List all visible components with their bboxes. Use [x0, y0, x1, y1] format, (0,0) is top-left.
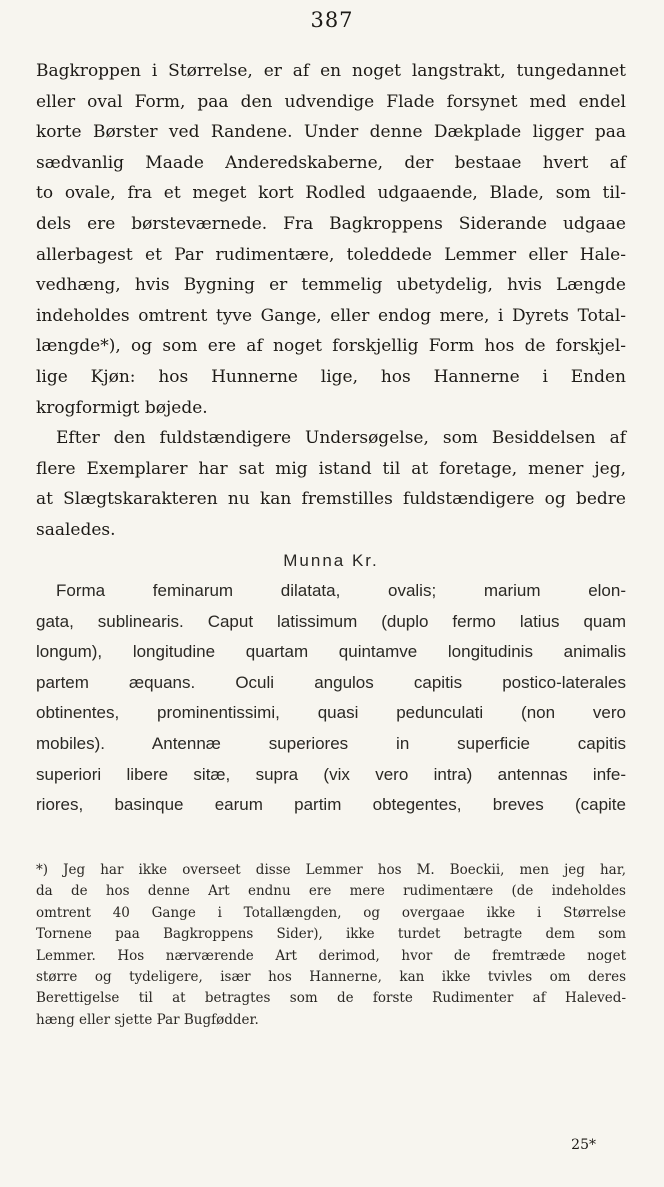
latin-line: riores, basinque earum partim obtegentes, breves (capite [36, 795, 626, 815]
footnote-line: Berettigelse til at betragtes som de forste Rudimenter af Haleved- [36, 990, 626, 1007]
footnote-line: større og tydeligere, især hos Hannerne, kan ikke tvivles om deres [36, 969, 626, 986]
text-line: dels ere børsteværnede. Fra Bagkroppens Siderande udgaae [36, 213, 626, 234]
signature-mark: 25* [571, 1137, 596, 1153]
text-line: lige Kjøn: hos Hunnerne lige, hos Hannerne i Enden [36, 366, 626, 387]
text-line: Efter den fuldstændigere Undersøgelse, som Besiddelsen af [56, 428, 626, 449]
footnote-line: *) Jeg har ikke overseet disse Lemmer hos M. Boeckii, men jeg har, [36, 862, 626, 878]
latin-line: superiori libere sitæ, supra (vix vero intra) antennas infe- [36, 764, 626, 784]
footnote-line: da de hos denne Art endnu ere mere rudimentære (de indeholdes [36, 883, 626, 900]
text-line: flere Exemplarer har sat mig istand til at foretage, mener jeg, [36, 458, 626, 479]
text-line: længde*), og som ere af noget forskjellig Form hos de forskjel- [36, 336, 626, 357]
footnote-line: Lemmer. Hos nærværende Art derimod, hvor de fremtræde noget [36, 947, 626, 964]
text-line: allerbagest et Par rudimentære, toleddede Lemmer eller Hale- [36, 244, 626, 265]
latin-line: longum), longitudine quartam quintamve longitudinis animalis [36, 642, 626, 662]
latin-line: gata, sublinearis. Caput latissimum (duplo fermo latius quam [36, 611, 626, 631]
text-line: at Slægtskarakteren nu kan fremstilles fuldstændigere og bedre [36, 489, 626, 510]
text-line: saaledes. [36, 519, 116, 540]
footnote [36, 860, 626, 1031]
main-text [36, 56, 626, 821]
footnote-line: hæng eller sjette Par Bugfødder. [36, 1011, 259, 1028]
latin-line: obtinentes, prominentissimi, quasi pedunculati (non vero [36, 703, 626, 723]
text-line: to ovale, fra et meget kort Rodled udgaaende, Blade, som til- [36, 183, 626, 204]
latin-line: mobiles). Antennæ superiores in superficie capitis [36, 734, 626, 754]
latin-line: Forma feminarum dilatata, ovalis; marium elon- [56, 581, 626, 601]
page-number: 387 [310, 8, 354, 32]
text-line: vedhæng, hvis Bygning er temmelig ubetydelig, hvis Længde [36, 275, 626, 296]
text-line: sædvanlig Maade Anderedskaberne, der bestaae hvert af [36, 152, 626, 173]
genus-heading: Munna Kr. [283, 550, 379, 570]
text-line: korte Børster ved Randene. Under denne Dækplade ligger paa [36, 122, 626, 143]
footnote-line: Tornene paa Bagkroppens Sider), ikke turdet betragte dem som [36, 926, 626, 943]
text-line: Bagkroppen i Størrelse, er af en noget langstrakt, tungedannet [36, 61, 626, 81]
footnote-line: omtrent 40 Gange i Totallængden, og overgaae ikke i Størrelse [36, 904, 626, 921]
latin-line: partem æquans. Oculi angulos capitis postico-laterales [36, 672, 626, 692]
text-line: indeholdes omtrent tyve Gange, eller endog mere, i Dyrets Total- [36, 305, 626, 326]
text-line: eller oval Form, paa den udvendige Flade forsynet med endel [36, 91, 626, 112]
text-line: krogformigt bøjede. [36, 397, 208, 418]
